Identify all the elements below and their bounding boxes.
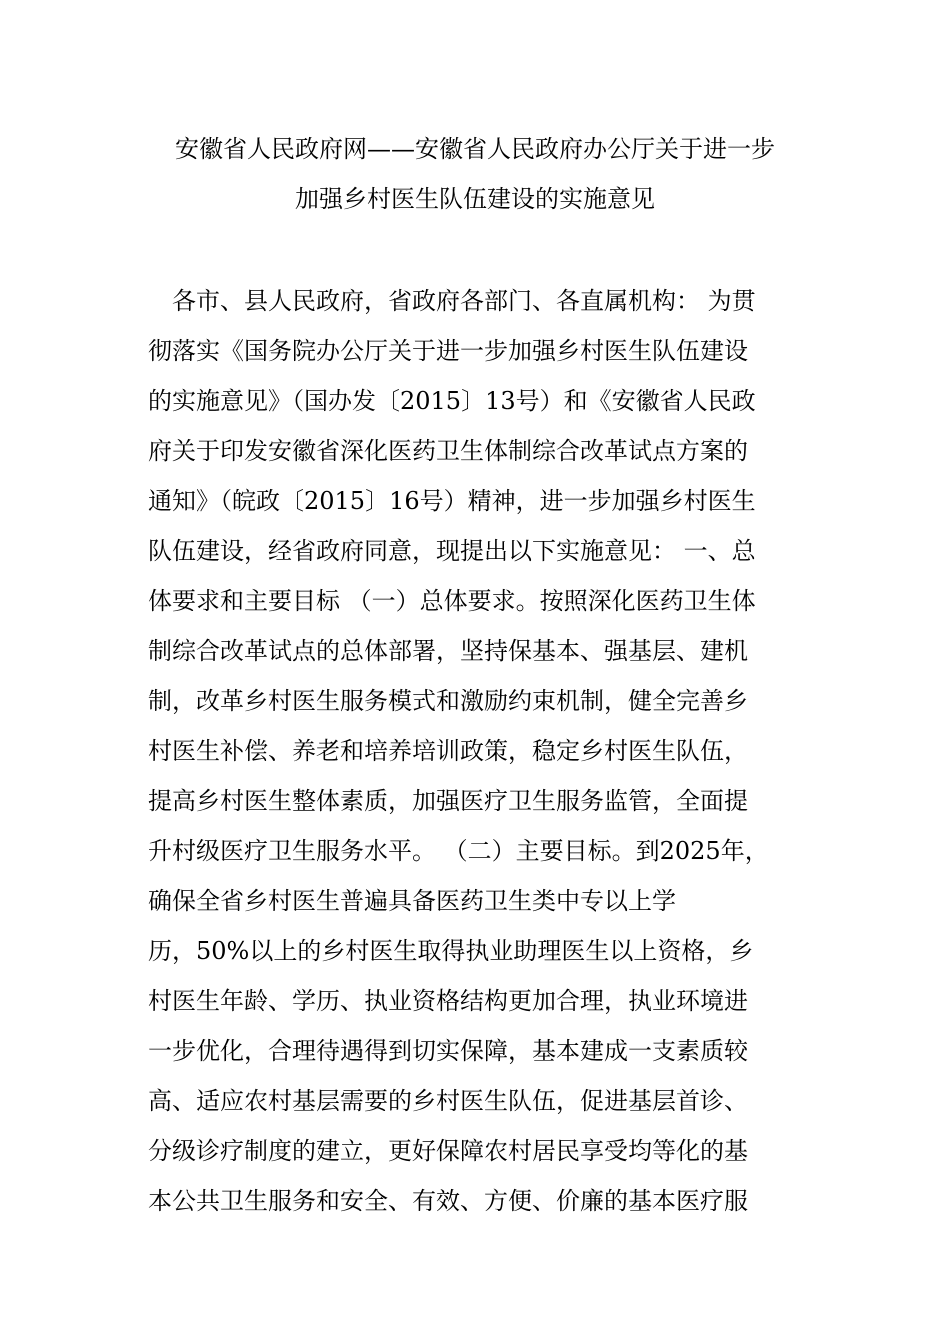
body-line-5: 通知》（皖政〔2015〕16号）精神，进一步加强乡村医生 [148, 487, 756, 515]
body-line-8: 制综合改革试点的总体部署，坚持保基本、强基层、建机 [148, 637, 748, 665]
body-line-4: 府关于印发安徽省深化医药卫生体制综合改革试点方案的 [148, 437, 748, 465]
document-title-line-2: 加强乡村医生队伍建设的实施意见 [295, 185, 655, 213]
body-line-6: 队伍建设，经省政府同意，现提出以下实施意见： 一、总 [148, 537, 756, 565]
body-line-1: 各市、县人民政府，省政府各部门、各直属机构： 为贯 [148, 287, 756, 315]
body-line-13: 确保全省乡村医生普遍具备医药卫生类中专以上学 [148, 887, 676, 915]
body-line-15: 村医生年龄、学历、执业资格结构更加合理，执业环境进 [148, 987, 748, 1015]
body-line-12: 升村级医疗卫生服务水平。 （二）主要目标。到2025年， [148, 837, 769, 865]
body-line-14: 历，50%以上的乡村医生取得执业助理医生以上资格，乡 [148, 937, 754, 965]
body-line-19: 本公共卫生服务和安全、有效、方便、价廉的基本医疗服 [148, 1187, 748, 1215]
body-line-10: 村医生补偿、养老和培养培训政策，稳定乡村医生队伍， [148, 737, 748, 765]
body-line-2: 彻落实《国务院办公厅关于进一步加强乡村医生队伍建设 [148, 337, 748, 365]
body-line-11: 提高乡村医生整体素质，加强医疗卫生服务监管，全面提 [148, 787, 748, 815]
document-title-line-1: 安徽省人民政府网——安徽省人民政府办公厅关于进一步 [175, 135, 775, 163]
body-line-9: 制，改革乡村医生服务模式和激励约束机制，健全完善乡 [148, 687, 748, 715]
body-line-18: 分级诊疗制度的建立，更好保障农村居民享受均等化的基 [148, 1137, 748, 1165]
body-line-7: 体要求和主要目标 （一）总体要求。按照深化医药卫生体 [148, 587, 756, 615]
body-line-3: 的实施意见》（国办发〔2015〕13号）和《安徽省人民政 [148, 387, 756, 415]
body-line-16: 一步优化，合理待遇得到切实保障，基本建成一支素质较 [148, 1037, 748, 1065]
body-line-17: 高、适应农村基层需要的乡村医生队伍，促进基层首诊、 [148, 1087, 748, 1115]
